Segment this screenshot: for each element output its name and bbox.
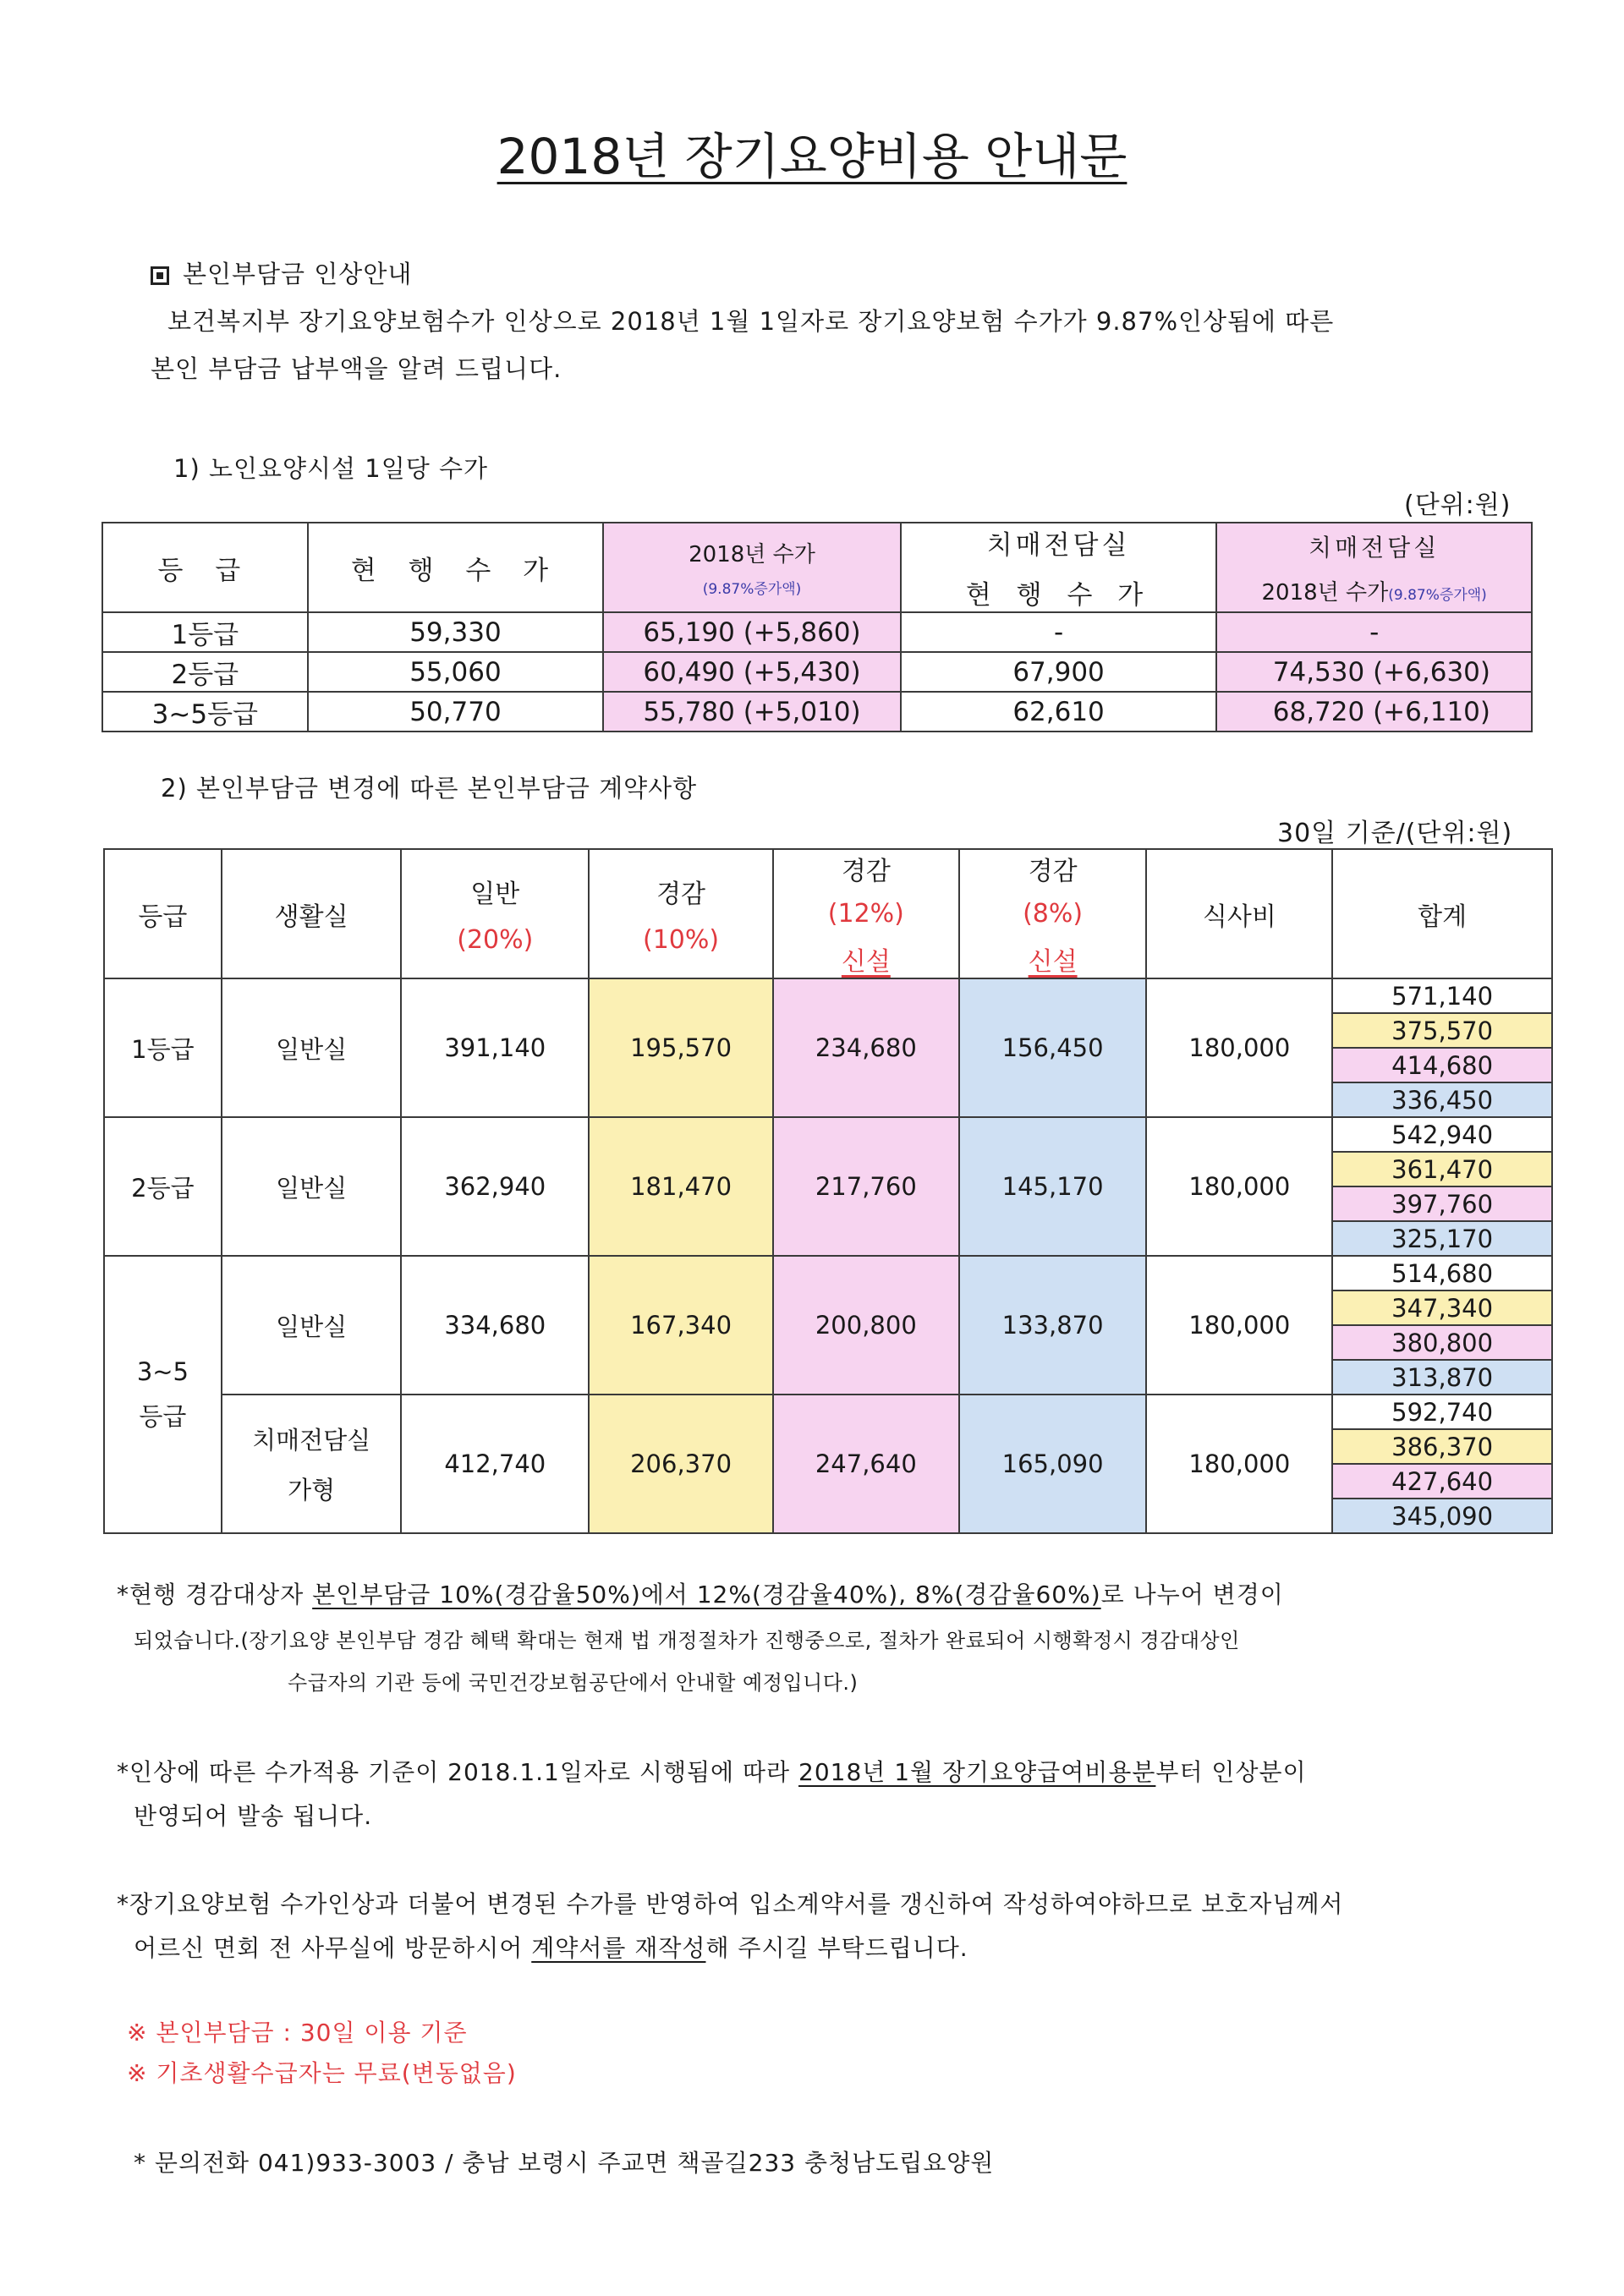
header-reduced-12: 경감 (12%) 신설 xyxy=(773,849,959,978)
copay-table xyxy=(103,848,1553,1534)
table-row xyxy=(104,978,1552,1013)
table-cell: 206,370 xyxy=(589,1395,773,1533)
section-title: 본인부담금 인상안내 xyxy=(183,260,413,288)
red-note-1: ※ 본인부담금 : 30일 이용 기준 xyxy=(127,2019,468,2047)
note-1-line-3: 수급자의 기관 등에 국민건강보험공단에서 안내할 예정입니다.) xyxy=(288,1671,859,1695)
table-cell: 68,720 (+6,110) xyxy=(1216,692,1532,732)
table-cell: 347,340 xyxy=(1332,1290,1552,1325)
header-grade: 등 급 xyxy=(102,523,308,612)
table-cell: 156,450 xyxy=(959,978,1147,1117)
table2-unit: 30일 기준/(단위:원) xyxy=(1277,819,1513,848)
header-grade: 등급 xyxy=(104,849,222,978)
table-cell: 325,170 xyxy=(1332,1221,1552,1256)
table-cell: 2등급 xyxy=(104,1117,222,1256)
table-row xyxy=(102,692,1532,732)
table-cell: 386,370 xyxy=(1332,1429,1552,1464)
table-cell: 일반실 xyxy=(222,1256,402,1395)
table-row xyxy=(102,612,1532,652)
table-cell: - xyxy=(1216,612,1532,652)
table1-heading: 1) 노인요양시설 1일당 수가 xyxy=(173,454,489,483)
table-cell: 200,800 xyxy=(773,1256,959,1395)
table-cell: 375,570 xyxy=(1332,1013,1552,1048)
table-cell: 195,570 xyxy=(589,978,773,1117)
table-cell: 3~5등급 xyxy=(102,692,308,732)
red-note-2: ※ 기초생활수급자는 무료(변동없음) xyxy=(127,2059,517,2087)
header-dementia-current: 치매전담실 현 행 수 가 xyxy=(901,523,1217,612)
table-row xyxy=(104,1256,1552,1290)
table-cell: 1등급 xyxy=(102,612,308,652)
grade-3-5-cell: 3~5 등급 xyxy=(104,1256,222,1533)
intro-line-1: 보건복지부 장기요양보험수가 인상으로 2018년 1월 1일자로 장기요양보험 수가가 9.87%인상됨에 따른 xyxy=(167,307,1335,336)
table-cell: 65,190 (+5,860) xyxy=(603,612,901,652)
table-cell: 234,680 xyxy=(773,978,959,1117)
contact-line: * 문의전화 041)933-3003 / 충남 보령시 주교면 책골길233 충청남도립요양원 xyxy=(134,2149,995,2177)
header-reduced-10: 경감 (10%) xyxy=(589,849,773,978)
header-reduced-8: 경감 (8%) 신설 xyxy=(959,849,1147,978)
table-cell: 55,060 xyxy=(308,652,604,692)
table-cell: 165,090 xyxy=(959,1395,1147,1533)
header-meal: 식사비 xyxy=(1146,849,1332,978)
table-cell: 180,000 xyxy=(1146,978,1332,1117)
table-cell: 167,340 xyxy=(589,1256,773,1395)
table-row xyxy=(104,1395,1552,1429)
note-1-line-1: *현행 경감대상자 본인부담금 10%(경감율50%)에서 12%(경감율40%), 8%(경감율60%)로 나누어 변경이 xyxy=(117,1581,1284,1608)
table-cell: 542,940 xyxy=(1332,1117,1552,1152)
table-cell: 336,450 xyxy=(1332,1082,1552,1117)
table2-heading: 2) 본인부담금 변경에 따른 본인부담금 계약사항 xyxy=(161,774,698,803)
table-cell: 74,530 (+6,630) xyxy=(1216,652,1532,692)
table-cell: 247,640 xyxy=(773,1395,959,1533)
table-cell: 일반실 xyxy=(222,1117,402,1256)
note-2-line-2: 반영되어 발송 됩니다. xyxy=(134,1802,373,1830)
section-header xyxy=(151,255,412,290)
table-cell: 62,610 xyxy=(901,692,1217,732)
table-cell: 1등급 xyxy=(104,978,222,1117)
table-cell: 380,800 xyxy=(1332,1325,1552,1360)
header-general: 일반 (20%) xyxy=(401,849,589,978)
note-3-line-1: *장기요양보험 수가인상과 더불어 변경된 수가를 반영하여 입소계약서를 갱신하여 작성하여야하므로 보호자님께서 xyxy=(117,1890,1344,1918)
table-cell: 414,680 xyxy=(1332,1048,1552,1082)
table-cell: 2등급 xyxy=(102,652,308,692)
fee-table xyxy=(102,522,1533,732)
table-row xyxy=(104,1117,1552,1152)
table-cell: 180,000 xyxy=(1146,1117,1332,1256)
table-cell: 514,680 xyxy=(1332,1256,1552,1290)
table-cell: 361,470 xyxy=(1332,1152,1552,1186)
table-cell: 345,090 xyxy=(1332,1499,1552,1533)
table-cell: 181,470 xyxy=(589,1117,773,1256)
table-cell: 313,870 xyxy=(1332,1360,1552,1395)
page-title: 2018년 장기요양비용 안내문 xyxy=(497,128,1127,185)
table1-unit: (단위:원) xyxy=(1404,490,1512,520)
table-cell: 180,000 xyxy=(1146,1395,1332,1533)
table-cell: 67,900 xyxy=(901,652,1217,692)
header-current: 현 행 수 가 xyxy=(308,523,604,612)
table-cell: 397,760 xyxy=(1332,1186,1552,1221)
intro-line-2: 본인 부담금 납부액을 알려 드립니다. xyxy=(151,354,562,383)
table-cell: 133,870 xyxy=(959,1256,1147,1395)
table-cell: 일반실 xyxy=(222,978,402,1117)
dementia-room-cell: 치매전담실 가형 xyxy=(222,1395,402,1533)
table-cell: - xyxy=(901,612,1217,652)
table-cell: 571,140 xyxy=(1332,978,1552,1013)
note-2-line-1: *인상에 따른 수가적용 기준이 2018.1.1일자로 시행됨에 따라 2018년 1월 장기요양급여비용분부터 인상분이 xyxy=(117,1758,1307,1786)
table-cell: 59,330 xyxy=(308,612,604,652)
table-cell: 391,140 xyxy=(401,978,589,1117)
table-cell: 60,490 (+5,430) xyxy=(603,652,901,692)
table-cell: 145,170 xyxy=(959,1117,1147,1256)
header-dementia-new: 치매전담실 2018년 수가(9.87%증가액) xyxy=(1216,523,1532,612)
note-1-line-2: 되었습니다.(장기요양 본인부담 경감 혜택 확대는 현재 법 개정절차가 진행중으로, 절차가 완료되어 시행확정시 경감대상인 xyxy=(134,1629,1240,1652)
header-room: 생활실 xyxy=(222,849,402,978)
note-3-line-2: 어르신 면회 전 사무실에 방문하시어 계약서를 재작성해 주시길 부탁드립니다. xyxy=(134,1934,968,1962)
table-cell: 180,000 xyxy=(1146,1256,1332,1395)
table-cell: 362,940 xyxy=(401,1117,589,1256)
table-cell: 55,780 (+5,010) xyxy=(603,692,901,732)
table-cell: 334,680 xyxy=(401,1256,589,1395)
header-total: 합계 xyxy=(1332,849,1552,978)
header-new: 2018년 수가 (9.87%증가액) xyxy=(603,523,901,612)
table-cell: 427,640 xyxy=(1332,1464,1552,1499)
table-cell: 217,760 xyxy=(773,1117,959,1256)
checkbox-icon xyxy=(151,266,169,285)
table-cell: 592,740 xyxy=(1332,1395,1552,1429)
table-cell: 412,740 xyxy=(401,1395,589,1533)
table-cell: 50,770 xyxy=(308,692,604,732)
table-row xyxy=(102,652,1532,692)
